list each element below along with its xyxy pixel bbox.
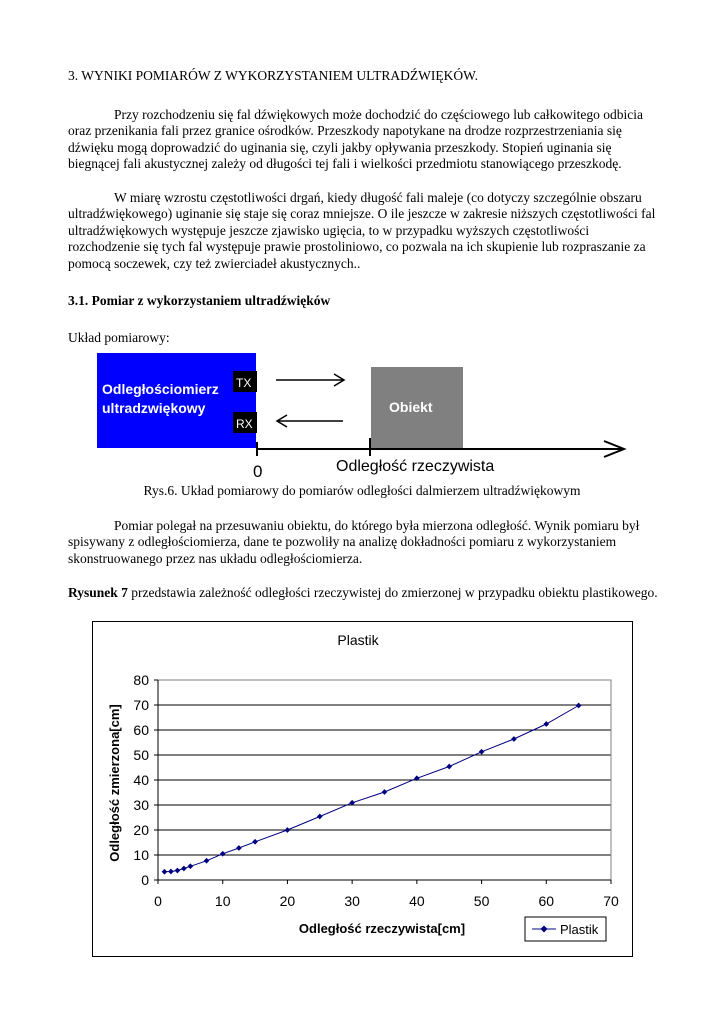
paragraph-4-text: przedstawia zależność odległości rzeczywistej do zmierzonej w przypadku obiektu plastikowego.	[127, 585, 658, 600]
paragraph-2-text: W miarę wzrostu częstotliwości drgań, kiedy długość fali maleje (co dotyczy szczególnie obszaru ultradźwiękowego) uginanie się staje się coraz mniejsze. O ile jeszcze w zakresie niższych częstotliwości fal ultradźwiękowych występuje jeszcze zjawisko ugięcia, to w przypadku wyższych częstotliwości rozchodzenie się tych fal występuje prawie prostoliniowo, co pozwala na ich skupienie lub rozpraszanie za pomocą soczewek, czy też zwierciadeł akustycznych..	[68, 190, 656, 271]
device-label-line2: ultradzwiękowy	[102, 400, 206, 416]
distance-axis-label: Odległość rzeczywista	[336, 458, 495, 475]
y-tick-label: 50	[133, 747, 149, 763]
x-tick-label: 0	[154, 893, 162, 909]
paragraph-2	[68, 190, 658, 272]
x-tick-label: 50	[473, 893, 490, 909]
setup-label: Układ pomiarowy:	[68, 330, 170, 345]
legend	[525, 917, 606, 941]
y-tick-label: 60	[133, 722, 149, 738]
x-tick-label: 20	[279, 893, 296, 909]
y-axis-label: Odległość zmierzona[cm]	[107, 704, 122, 862]
paragraph-1-text: Przy rozchodzeniu się fal dźwiękowych może dochodzić do częściowego lub całkowitego odbicia oraz przenikania fali przez granice ośrodków. Przeszkody napotykane na drodze rozprzestrzeniania się dźwięku mogą doprowadzić do uginania się, czyli jakby opływania przeszkody. Stopień uginania się biegnącej fali akustycznej zależy od długości tej fali i wielkości przedmiotu stanowiącego przeszkodę.	[68, 107, 643, 172]
zero-label: 0	[253, 462, 263, 480]
y-tick-label: 30	[133, 797, 149, 813]
y-tick-label: 20	[133, 822, 149, 838]
x-tick-label: 70	[603, 893, 619, 909]
rx-label: RX	[236, 417, 253, 431]
device-label-line1: Odległościomierz	[102, 381, 219, 397]
x-tick-label: 60	[538, 893, 555, 909]
y-tick-label: 70	[133, 697, 149, 713]
chart-title: Plastik	[337, 632, 379, 648]
paragraph-1	[68, 107, 658, 173]
y-tick-label: 80	[133, 672, 149, 688]
subsection-title: 3.1. Pomiar z wykorzystaniem ultradźwięków	[68, 293, 331, 308]
paragraph-3	[68, 518, 658, 567]
x-tick-label: 10	[214, 893, 231, 909]
section-title: 3. WYNIKI POMIARÓW Z WYKORZYSTANIEM ULTRADŹWIĘKÓW.	[68, 68, 479, 83]
figure-7-reference: Rysunek 7	[68, 585, 128, 600]
figure-6-caption: Rys.6. Układ pomiarowy do pomiarów odległości dalmierzem ultradźwiękowym	[143, 483, 581, 498]
tx-label: TX	[236, 376, 252, 390]
y-tick-label: 40	[133, 772, 149, 788]
setup-diagram	[96, 350, 636, 480]
x-tick-label: 40	[409, 893, 425, 909]
y-tick-label: 0	[141, 872, 149, 888]
paragraph-3-text: Pomiar polegał na przesuwaniu obiektu, do którego była mierzona odległość. Wynik pomiaru był spisywany z odległościomierza, dane te pozwoliły na analizę dokładności pomiaru z wykorzystaniem skonstruowanego przez nas układu odległościomierza.	[68, 518, 640, 566]
plastik-chart	[92, 621, 633, 957]
object-label: Obiekt	[389, 399, 433, 415]
x-tick-label: 30	[344, 893, 360, 909]
paragraph-4	[68, 585, 658, 601]
x-axis-label: Odległość rzeczywista[cm]	[298, 921, 466, 936]
legend-label: Plastik	[560, 922, 599, 937]
y-tick-label: 10	[133, 847, 149, 863]
